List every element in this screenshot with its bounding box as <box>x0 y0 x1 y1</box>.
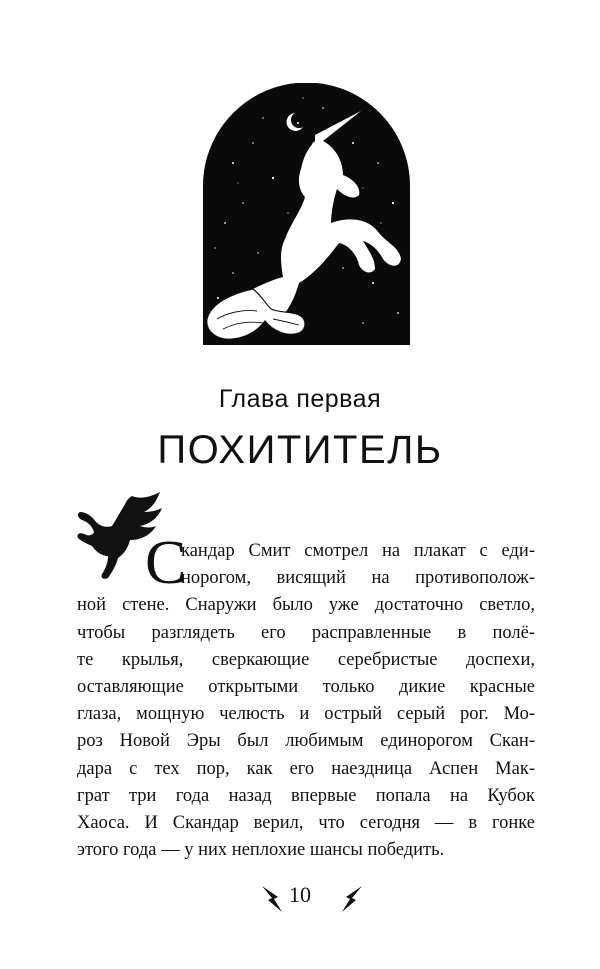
chapter-title: ПОХИТИТЕЛЬ <box>157 428 443 472</box>
lightning-bolt-icon <box>338 884 364 914</box>
text-line: оставляющие открытыми только дикие красные <box>77 676 535 697</box>
text-line: чтобы разглядеть его расправленные в полё- <box>77 622 535 643</box>
text-line: грат три года назад впервые попала на Кубок <box>77 785 535 806</box>
unicorn-arch-illustration <box>203 83 410 345</box>
text-line: норогом, висящий на противополож- <box>181 568 535 589</box>
drop-cap: С <box>145 529 187 597</box>
page-number: 10 <box>289 882 311 907</box>
text-line: ной стене. Снаружи было уже достаточно светло, <box>77 595 535 616</box>
text-line: дара с тех пор, как его наездница Аспен Мак- <box>77 758 535 779</box>
body-text <box>77 529 535 864</box>
text-line: те крылья, сверкающие серебристые доспехи, <box>77 649 535 670</box>
text-line: кандар Смит смотрел на плакат с еди- <box>181 541 535 561</box>
text-line: роз Новой Эры был любимым единорогом Скан- <box>77 731 535 752</box>
page-footer <box>0 880 600 920</box>
chapter-subtitle: Глава первая <box>218 385 382 413</box>
text-line: Хаоса. И Скандар верил, что сегодня — в гонке <box>77 812 535 833</box>
text-line: глаза, мощную челюсть и острый серый рог. Мо- <box>77 704 535 725</box>
text-line: этого года — у них неплохие шансы победить. <box>77 840 445 861</box>
